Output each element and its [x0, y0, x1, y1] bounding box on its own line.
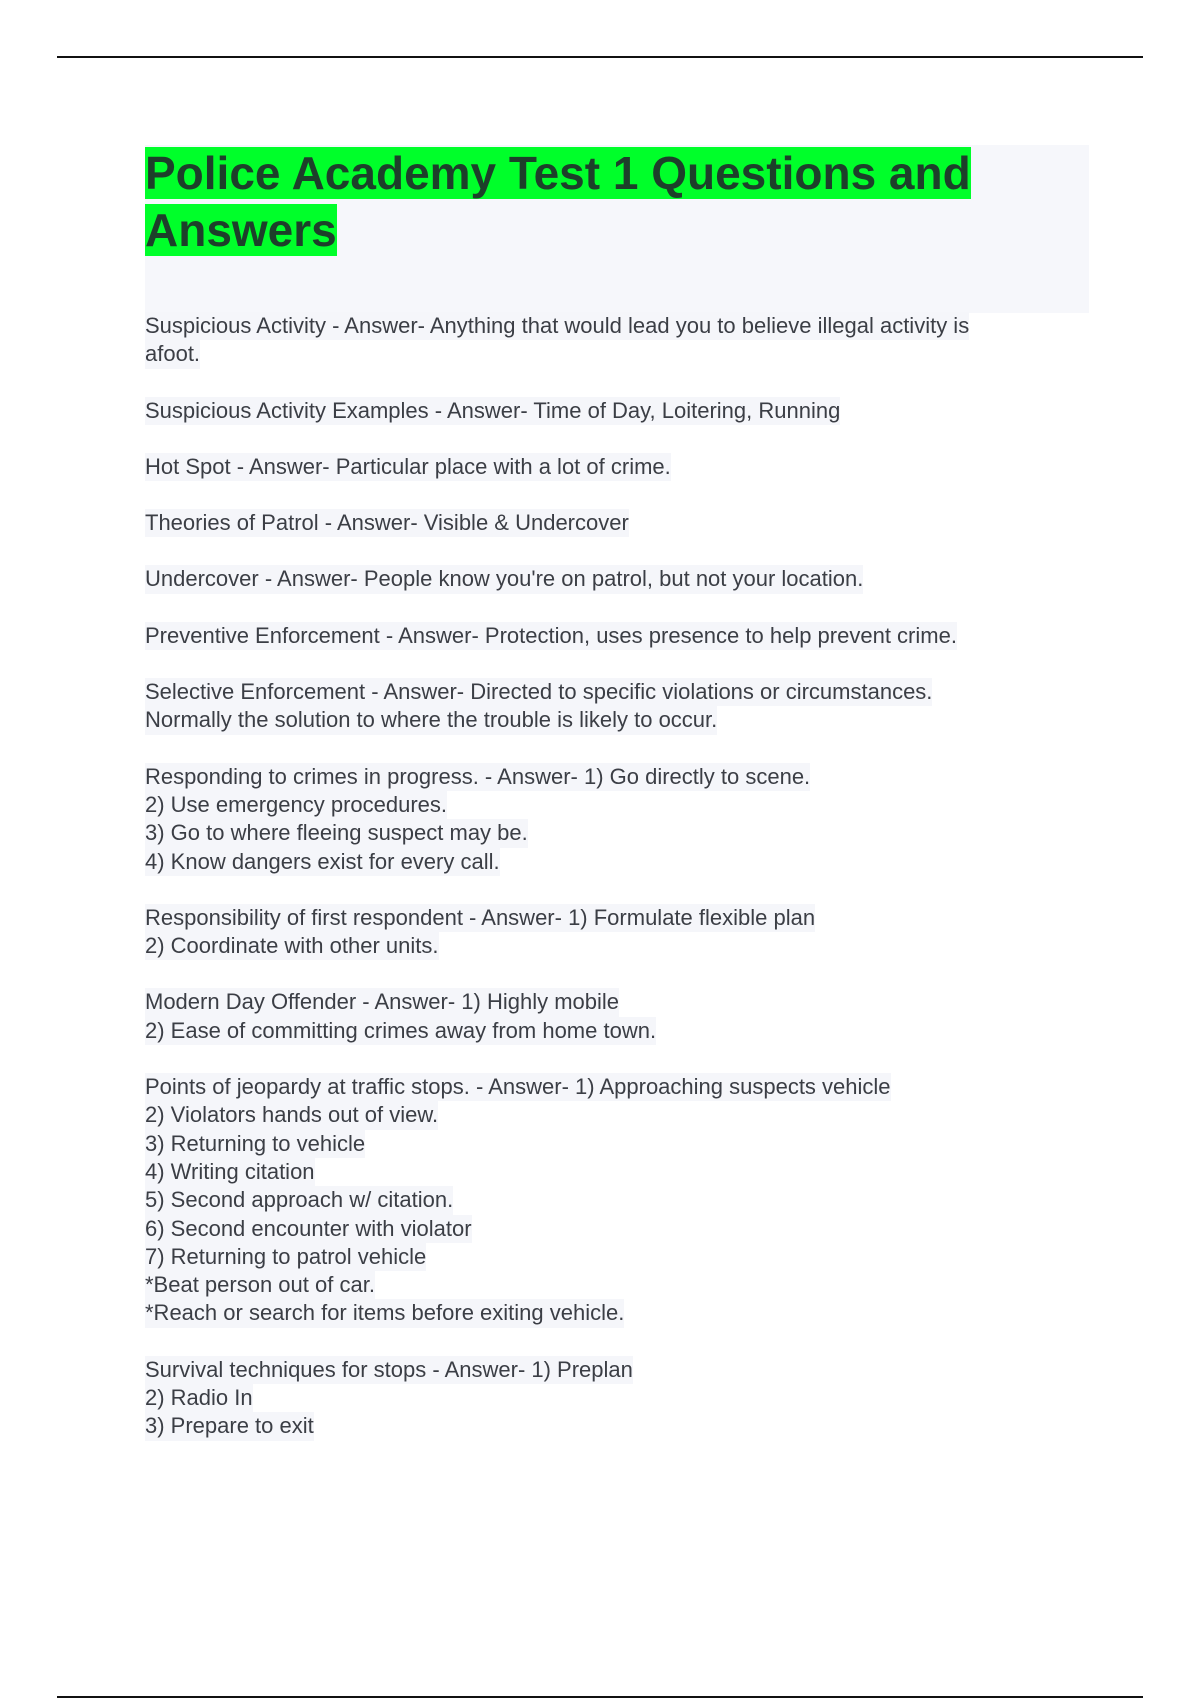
- qa-answer-line: 2) Violators hands out of view.: [145, 1101, 438, 1129]
- qa-entry: [145, 678, 1089, 735]
- title-highlight: Police Academy Test 1 Questions and Answers: [145, 147, 971, 256]
- bottom-rule: [57, 1696, 1143, 1698]
- qa-entry: [145, 1073, 1089, 1328]
- qa-entry: [145, 622, 1089, 650]
- qa-answer-line: afoot.: [145, 340, 200, 368]
- qa-question-line: Suspicious Activity - Answer- Anything that would lead you to believe illegal activity is: [145, 312, 969, 340]
- qa-question-line: Responding to crimes in progress. - Answer- 1) Go directly to scene.: [145, 763, 810, 791]
- qa-answer-line: 7) Returning to patrol vehicle: [145, 1243, 426, 1271]
- qa-question-line: Preventive Enforcement - Answer- Protection, uses presence to help prevent crime.: [145, 622, 957, 650]
- qa-question-line: Survival techniques for stops - Answer- 1) Preplan: [145, 1356, 633, 1384]
- qa-entry: [145, 509, 1089, 537]
- qa-answer-line: 2) Use emergency procedures.: [145, 791, 447, 819]
- qa-question-line: Modern Day Offender - Answer- 1) Highly mobile: [145, 988, 619, 1016]
- qa-answer-line: 2) Radio In: [145, 1384, 253, 1412]
- qa-question-line: Theories of Patrol - Answer- Visible & Undercover: [145, 509, 629, 537]
- qa-entry: [145, 565, 1089, 593]
- qa-answer-line: *Reach or search for items before exiting vehicle.: [145, 1299, 624, 1327]
- qa-answer-line: Normally the solution to where the trouble is likely to occur.: [145, 706, 717, 734]
- qa-question-line: Suspicious Activity Examples - Answer- Time of Day, Loitering, Running: [145, 397, 840, 425]
- qa-question-line: Undercover - Answer- People know you're on patrol, but not your location.: [145, 565, 863, 593]
- qa-entry: [145, 312, 1089, 369]
- qa-answer-line: 3) Prepare to exit: [145, 1412, 314, 1440]
- qa-entry: [145, 988, 1089, 1045]
- qa-entry: [145, 763, 1089, 876]
- qa-entry: [145, 1356, 1089, 1441]
- qa-answer-line: 2) Ease of committing crimes away from home town.: [145, 1017, 656, 1045]
- qa-answer-line: 4) Writing citation: [145, 1158, 315, 1186]
- qa-question-line: Hot Spot - Answer- Particular place with a lot of crime.: [145, 453, 671, 481]
- qa-answer-line: 3) Returning to vehicle: [145, 1130, 365, 1158]
- qa-list: [145, 312, 1089, 1469]
- qa-answer-line: 2) Coordinate with other units.: [145, 932, 439, 960]
- qa-answer-line: 5) Second approach w/ citation.: [145, 1186, 453, 1214]
- qa-entry: [145, 453, 1089, 481]
- qa-question-line: Selective Enforcement - Answer- Directed to specific violations or circumstances.: [145, 678, 932, 706]
- top-rule: [57, 56, 1143, 58]
- qa-entry: [145, 904, 1089, 961]
- document-title: [145, 145, 1089, 259]
- qa-answer-line: 3) Go to where fleeing suspect may be.: [145, 819, 528, 847]
- qa-question-line: Responsibility of first respondent - Answer- 1) Formulate flexible plan: [145, 904, 815, 932]
- qa-answer-line: *Beat person out of car.: [145, 1271, 375, 1299]
- title-block: [145, 145, 1089, 313]
- qa-question-line: Points of jeopardy at traffic stops. - Answer- 1) Approaching suspects vehicle: [145, 1073, 891, 1101]
- qa-answer-line: 6) Second encounter with violator: [145, 1215, 472, 1243]
- qa-answer-line: 4) Know dangers exist for every call.: [145, 848, 500, 876]
- qa-entry: [145, 397, 1089, 425]
